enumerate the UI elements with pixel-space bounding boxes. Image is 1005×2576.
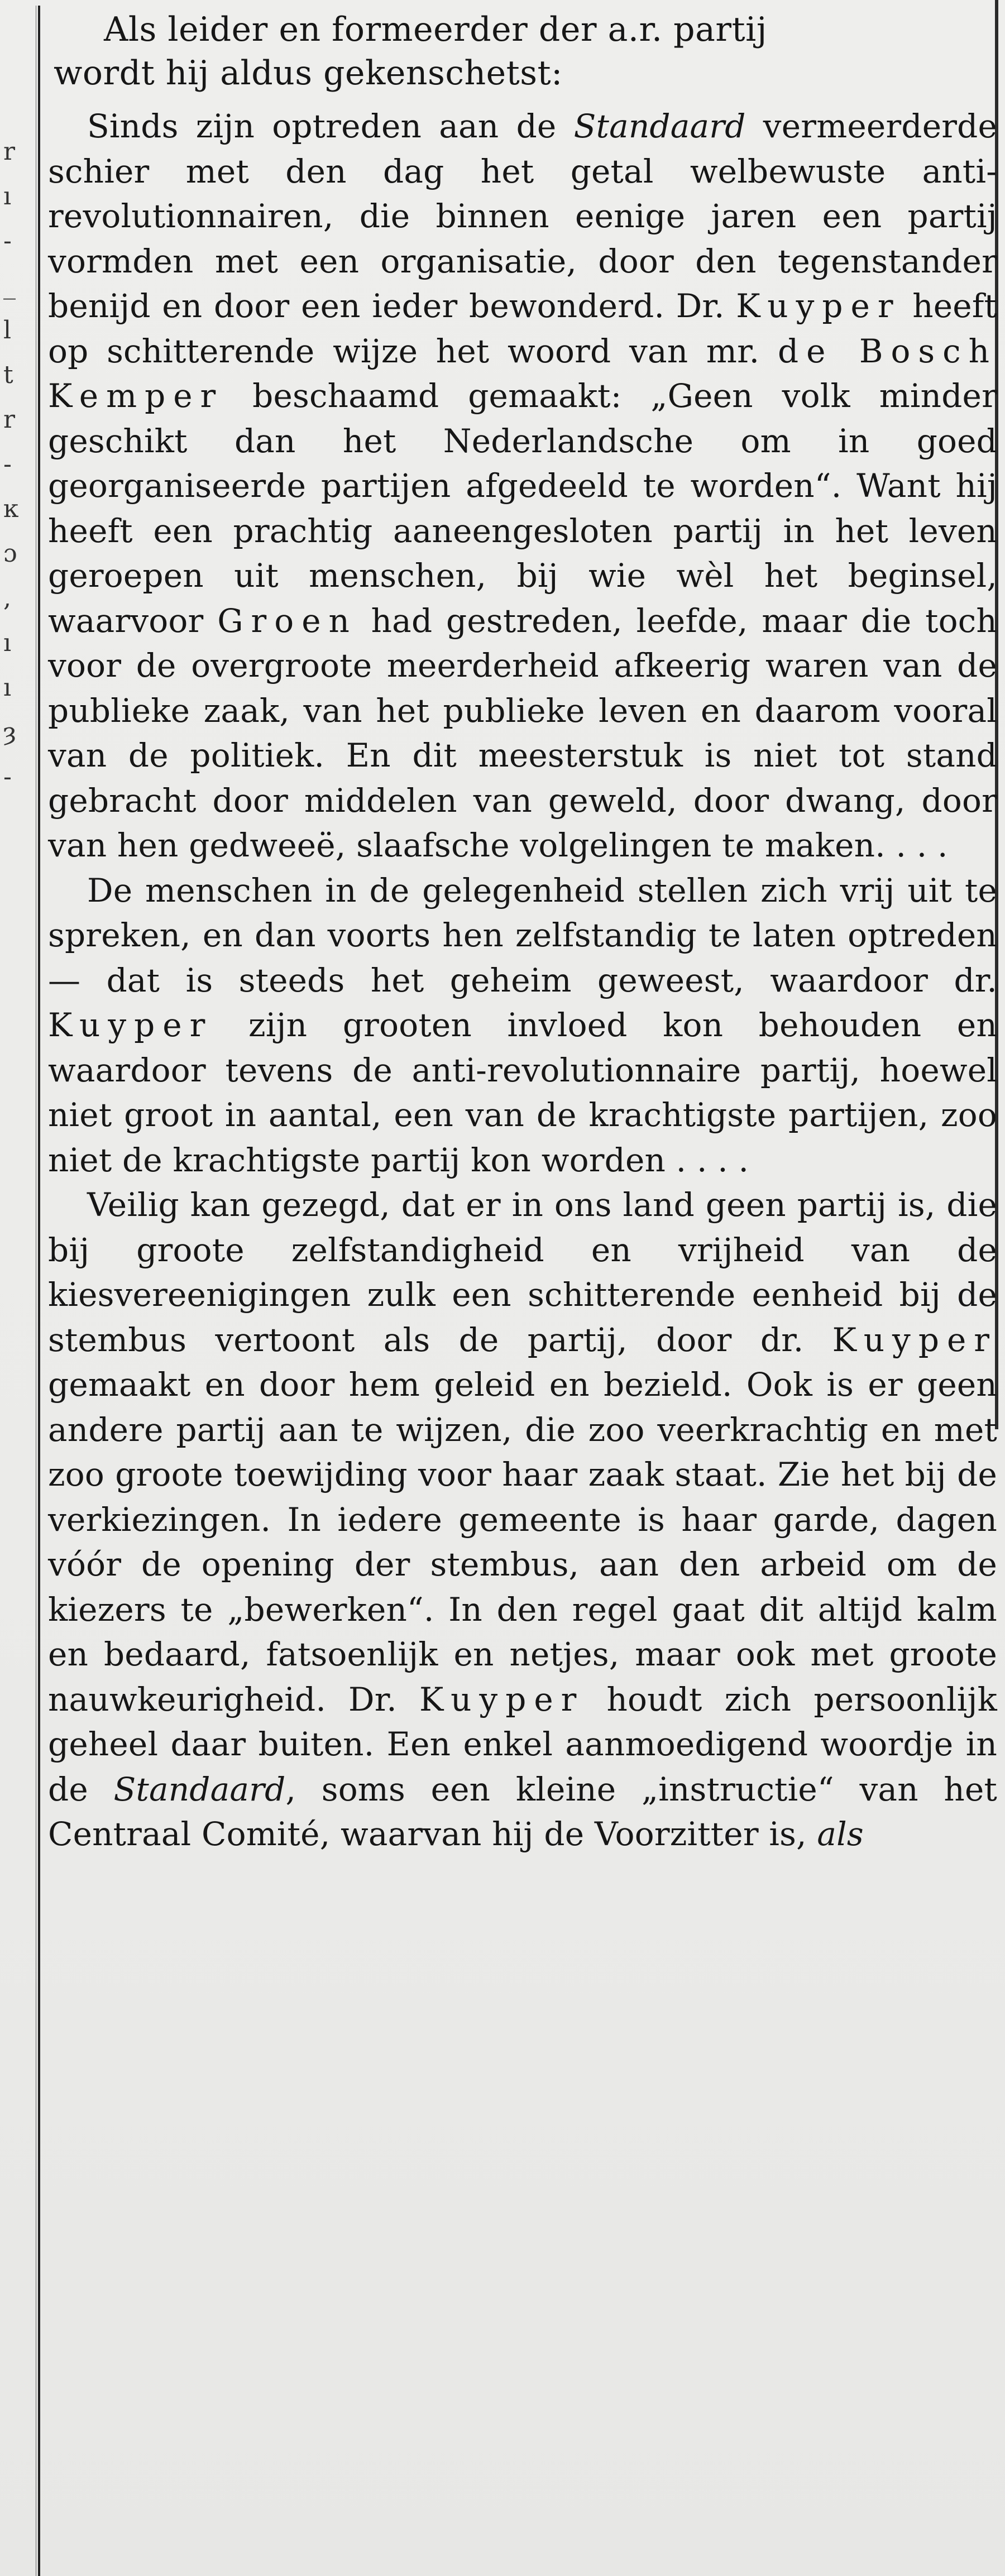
text-run: Sinds zijn optreden aan de — [87, 107, 574, 145]
margin-fragment: ɔ — [3, 539, 17, 568]
margin-fragment: t — [3, 361, 13, 389]
text-run: heeft op schitterende wijze het woord van mr. — [48, 287, 997, 370]
margin-fragment: l — [3, 316, 12, 344]
spaced-name: Kuyper — [48, 1006, 213, 1044]
headline-line-2: wordt hij aldus gekenschetst: — [54, 54, 563, 93]
margin-fragment: ȝ — [3, 718, 16, 746]
italic-text: Standaard — [573, 107, 746, 145]
text-run: De menschen in de gelegenheid stellen zich vrij uit te spreken, en dan voorts hen zelfstandig te laten optreden — dat is steeds het geheim geweest, waardoor dr. — [48, 871, 997, 999]
paragraph-1 — [48, 104, 997, 868]
text-run: beschaamd gemaakt: „Geen volk minder geschikt dan het Nederlandsche om in goed georganiseerde partijen afgedeeld te worden“. Want hij heeft een prachtig aaneengesloten partij in het leven geroepen uit menschen, bij wie wèl het beginsel, waarvoor — [48, 377, 997, 640]
neighbouring-column-fragments — [3, 137, 26, 1312]
spaced-name: Groen — [217, 601, 357, 640]
article — [48, 0, 997, 2568]
margin-fragment: r — [3, 137, 16, 166]
margin-fragment: , — [3, 584, 11, 612]
headline-line-1: Als leider en formeerder der a.r. partij — [104, 10, 767, 49]
text-run: gemaakt en door hem geleid en bezield. Ook is er geen andere partij aan te wijzen, die zoo veerkrachtig en met zoo groote toewijding voor haar zaak staat. Zie het bij de verkiezingen. In iedere gemeente is haar garde, dagen vóór de opening der stembus, aan den arbeid om de kiezers te „bewerken“. In den regel gaat dit altijd kalm en bedaard, fatsoenlijk en netjes, maar ook met groote nauwkeurigheid. Dr. — [48, 1366, 997, 1718]
margin-fragment: - — [3, 227, 12, 255]
text-run: zijn grooten invloed kon behouden en waardoor tevens de anti-revolutionnaire partij, hoewel niet groot in aantal, een van de krachtigste partijen, zoo niet de krachtigste partij kon worden . . . . — [48, 1006, 997, 1179]
spaced-name: Kuyper — [736, 287, 901, 325]
margin-fragment: - — [3, 450, 12, 478]
spaced-name: de Bosch Kemper — [48, 332, 997, 415]
italic-text: Standaard — [113, 1770, 286, 1808]
margin-fragment: ı — [3, 629, 12, 657]
text-run: vermeerderde schier met den dag het getal welbewuste anti-revolutionnairen, die binnen eenige jaren een partij vormden met een organisatie, door den tegenstander benijd en door een ieder bewonderd. Dr. — [48, 107, 997, 325]
text-run: , soms een kleine „instructie“ van het Centraal Comité, waarvan hij de Voorzitter is, — [48, 1770, 997, 1853]
text-run: had gestreden, leefde, maar die toch voor de overgroote meerderheid afkeerig waren van de publieke zaak, van het publieke leven en daarom vooral van de politiek. En dit meesterstuk is niet tot stand gebracht door middelen van geweld, door dwang, door van hen gedweeë, slaafsche volgelingen te maken. . . . — [48, 601, 997, 864]
margin-fragment: - — [3, 763, 12, 791]
italic-text: als — [817, 1815, 864, 1853]
margin-fragment: ĸ — [3, 495, 18, 523]
headline — [48, 8, 997, 95]
margin-fragment: r — [3, 405, 16, 434]
margin-fragment: ı — [3, 182, 12, 210]
margin-fragment: ı — [3, 673, 12, 702]
text-run: houdt zich persoonlijk geheel daar buiten. Een enkel aanmoedigend woordje in de — [48, 1680, 997, 1808]
spaced-name: Kuyper — [832, 1320, 997, 1359]
spaced-name: Kuyper — [419, 1680, 585, 1718]
paragraph-3 — [48, 1182, 997, 1857]
paragraph-2 — [48, 868, 997, 1183]
text-run: Veilig kan gezegd, dat er in ons land geen partij is, die bij groote zelfstandigheid en vrijheid van de kiesvereenigingen zulk een schitterende eenheid bij de stembus vertoont als de partij, door dr. — [48, 1186, 997, 1359]
margin-fragment: _ — [3, 271, 16, 300]
left-column-rule — [38, 6, 40, 2576]
